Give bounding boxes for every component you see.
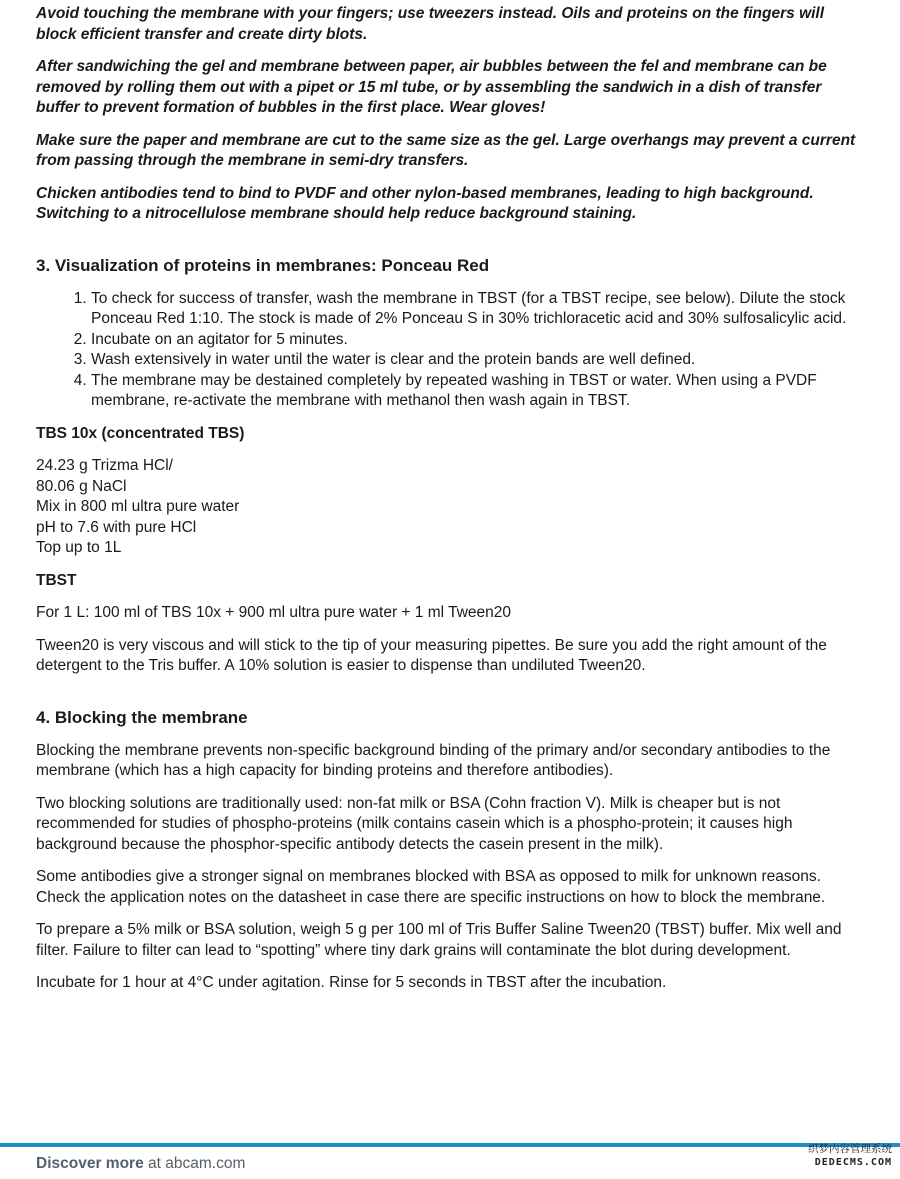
footer-link[interactable] [36,1155,245,1173]
watermark-line-1: 织梦内容管理系统 [808,1143,892,1155]
watermark-line-2: DEDECMS.COM [814,1157,892,1168]
footer-divider [0,1143,900,1147]
tbst-recipe-title: TBST [36,571,77,589]
tip-paragraph: After sandwiching the gel and membrane between paper, air bubbles between the fel and membrane can be removed by rolling them out with a pipet or 15 ml tube, or by assembling the sandwich in a dish of transfer buffer to prevent formation of bubbles in the first place. Wear gloves! [36,58,827,116]
blocking-paragraph: Incubate for 1 hour at 4°C under agitation. Rinse for 5 seconds in TBST after the incubation. [36,974,667,991]
recipe-line: Mix in 800 ml ultra pure water [36,498,240,515]
list-item: 2. Incubate on an agitator for 5 minutes. [91,330,866,351]
tip-paragraph: Avoid touching the membrane with your fingers; use tweezers instead. Oils and proteins on the fingers will block efficient transfer and create dirty blots. [36,5,825,43]
list-item: 3. Wash extensively in water until the water is clear and the protein bands are well defined. [91,350,866,371]
blocking-paragraph: Two blocking solutions are traditionally used: non-fat milk or BSA (Cohn fraction V). Milk is cheaper but is not recommended for studies of phospho-proteins (milk contains casein which is a phospho-protein; it causes high background because the phosphor-specific antibody detects the casein present in the milk). [36,794,793,853]
tbst-note: Tween20 is very viscous and will stick to the tip of your measuring pipettes. Be sure you add the right amount of the detergent to the Tris buffer. A 10% solution is easier to dispense than undiluted Tween20. [36,636,827,674]
blocking-paragraph: Some antibodies give a stronger signal on membranes blocked with BSA as opposed to milk for unknown reasons. Check the application notes on the datasheet in case there are specific instructions on how to block the membrane. [36,868,826,906]
footer-discover-text: Discover more [36,1155,144,1172]
recipe-line: pH to 7.6 with pure HCl [36,518,197,536]
document-page [36,4,866,1006]
tbs-recipe [36,456,866,559]
recipe-line: 80.06 g NaCl [36,477,127,495]
list-item: 4. The membrane may be destained completely by repeated washing in TBST or water. When using a PVDF membrane, re-activate the membrane with methanol then wash again in TBST. [91,371,866,412]
blocking-paragraph: To prepare a 5% milk or BSA solution, weigh 5 g per 100 ml of Tris Buffer Saline Tween20 (TBST) buffer. Mix well and filter. Failure to filter can lead to “spotting” where tiny dark grains will contaminate the blot during development. [36,921,842,959]
tip-paragraph: Chicken antibodies tend to bind to PVDF and other nylon-based membranes, leading to high background. Switching to a nitrocellulose membrane should help reduce background staining. [36,184,814,222]
section-4-title: 4. Blocking the membrane [36,707,248,727]
tip-paragraph: Make sure the paper and membrane are cut to the same size as the gel. Large overhangs may prevent a current from passing through the membrane in semi-dry transfers. [36,131,856,169]
footer-site-text: at abcam.com [143,1155,246,1172]
list-item: 1. To check for success of transfer, wash the membrane in TBST (for a TBST recipe, see below). Dilute the stock Ponceau Red 1:10. The stock is made of 2% Ponceau S in 30% trichloracetic acid and 30% sulfosalicylic acid. [91,289,866,330]
tbs-recipe-title: TBS 10x (concentrated TBS) [36,424,245,442]
section-3-title: 3. Visualization of proteins in membranes: Ponceau Red [36,255,490,275]
recipe-line: Top up to 1L [36,539,122,556]
watermark [784,1143,892,1169]
blocking-paragraph: Blocking the membrane prevents non-specific background binding of the primary and/or secondary antibodies to the membrane (which has a high capacity for binding proteins and therefore antibodies). [36,741,831,779]
recipe-line: 24.23 g Trizma HCl/ [36,457,173,474]
tbst-recipe: For 1 L: 100 ml of TBS 10x + 900 ml ultra pure water + 1 ml Tween20 [36,604,512,621]
ponceau-steps-list [36,289,866,412]
